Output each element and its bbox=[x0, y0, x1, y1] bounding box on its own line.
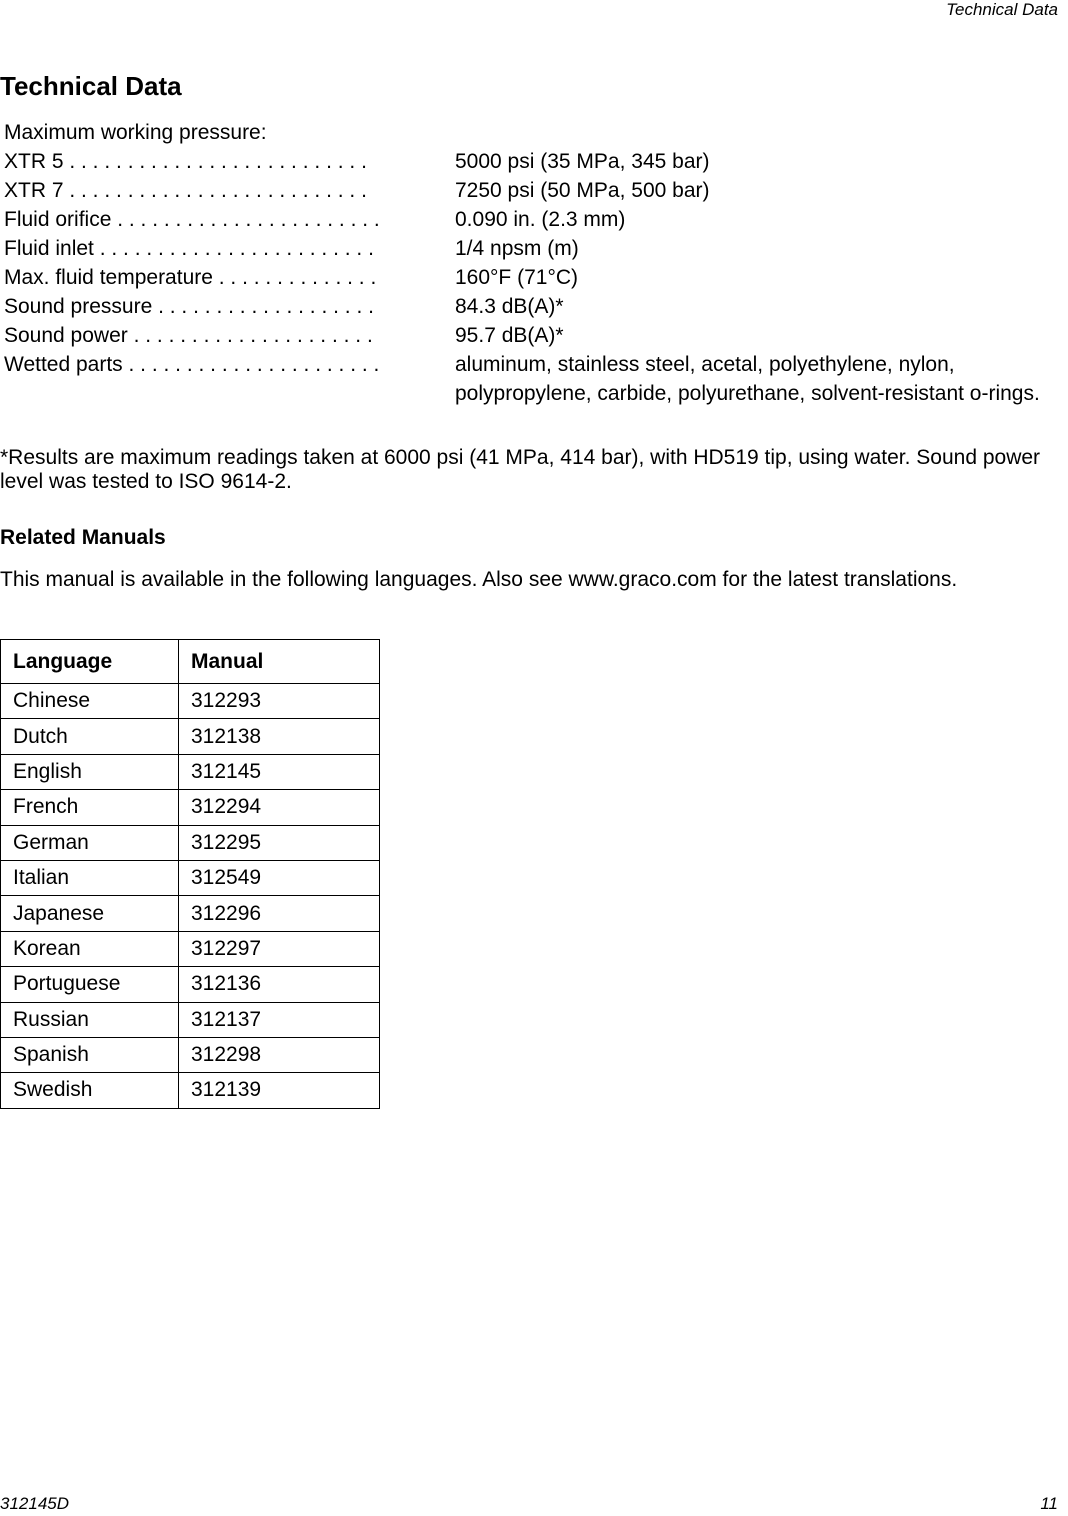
table-row bbox=[1, 1037, 380, 1072]
language-cell: Korean bbox=[1, 931, 179, 966]
spec-heading: Maximum working pressure: bbox=[4, 121, 267, 144]
spec-row bbox=[4, 205, 1064, 234]
manual-cell: 312298 bbox=[179, 1037, 380, 1072]
spec-value: 0.090 in. (2.3 mm) bbox=[455, 208, 626, 231]
language-cell: English bbox=[1, 754, 179, 789]
language-cell: Italian bbox=[1, 860, 179, 895]
manual-cell: 312294 bbox=[179, 790, 380, 825]
language-cell: German bbox=[1, 825, 179, 860]
language-cell: French bbox=[1, 790, 179, 825]
table-row bbox=[1, 684, 380, 719]
spec-value: 84.3 dB(A)* bbox=[455, 295, 564, 318]
spec-label: Fluid inlet . . . . . . . . . . . . . . . . . . . . . . . . bbox=[4, 237, 374, 260]
language-cell: Chinese bbox=[1, 684, 179, 719]
spec-row bbox=[4, 292, 1064, 321]
table-row bbox=[1, 790, 380, 825]
table-row bbox=[1, 896, 380, 931]
spec-value: aluminum, stainless steel, acetal, polyethylene, nylon, polypropylene, carbide, polyurethane, solvent-resistant o-rings. bbox=[455, 353, 1040, 405]
column-header-manual: Manual bbox=[179, 640, 380, 684]
page-title: Technical Data bbox=[0, 71, 182, 101]
column-header-language: Language bbox=[1, 640, 179, 684]
spec-label: XTR 5 . . . . . . . . . . . . . . . . . . . . . . . . . . bbox=[4, 150, 367, 173]
spec-label: Max. fluid temperature . . . . . . . . . . . . . . bbox=[4, 266, 377, 289]
related-manuals-intro: This manual is available in the following languages. Also see www.graco.com for the latest translations. bbox=[0, 568, 958, 591]
manual-cell: 312145 bbox=[179, 754, 380, 789]
spec-row bbox=[4, 263, 1064, 292]
section-title-related-manuals: Related Manuals bbox=[0, 526, 166, 549]
page-number: 11 bbox=[1040, 1494, 1058, 1513]
manual-cell: 312137 bbox=[179, 1002, 380, 1037]
manual-cell: 312549 bbox=[179, 860, 380, 895]
manual-cell: 312296 bbox=[179, 896, 380, 931]
table-row bbox=[1, 860, 380, 895]
spec-label: XTR 7 . . . . . . . . . . . . . . . . . . . . . . . . . . bbox=[4, 179, 367, 202]
spec-row bbox=[4, 234, 1064, 263]
spec-row bbox=[4, 176, 1064, 205]
spec-value: 5000 psi (35 MPa, 345 bar) bbox=[455, 150, 710, 173]
spec-list bbox=[4, 118, 1064, 408]
manual-cell: 312139 bbox=[179, 1073, 380, 1108]
table-header-row bbox=[1, 640, 380, 684]
spec-value: 95.7 dB(A)* bbox=[455, 324, 564, 347]
spec-value: 160°F (71°C) bbox=[455, 266, 579, 289]
spec-value: 7250 psi (50 MPa, 500 bar) bbox=[455, 179, 710, 202]
table-row bbox=[1, 1073, 380, 1108]
spec-value: 1/4 npsm (m) bbox=[455, 237, 579, 260]
manual-cell: 312293 bbox=[179, 684, 380, 719]
table-row bbox=[1, 967, 380, 1002]
spec-footnote: *Results are maximum readings taken at 6000 psi (41 MPa, 414 bar), with HD519 tip, using water. Sound power level was tested to ISO 9614-2. bbox=[0, 446, 1041, 493]
document-number: 312145D bbox=[0, 1494, 70, 1513]
table-row bbox=[1, 754, 380, 789]
spec-label: Sound pressure . . . . . . . . . . . . . . . . . . . bbox=[4, 295, 374, 318]
table-row bbox=[1, 1002, 380, 1037]
manual-cell: 312136 bbox=[179, 967, 380, 1002]
table-row bbox=[1, 719, 380, 754]
spec-label: Sound power . . . . . . . . . . . . . . . . . . . . . bbox=[4, 324, 373, 347]
language-cell: Swedish bbox=[1, 1073, 179, 1108]
table-row bbox=[1, 931, 380, 966]
language-cell: Russian bbox=[1, 1002, 179, 1037]
manual-cell: 312297 bbox=[179, 931, 380, 966]
manual-cell: 312138 bbox=[179, 719, 380, 754]
spec-label: Wetted parts . . . . . . . . . . . . . . . . . . . . . . bbox=[4, 353, 380, 376]
language-cell: Spanish bbox=[1, 1037, 179, 1072]
language-cell: Japanese bbox=[1, 896, 179, 931]
spec-row bbox=[4, 350, 1064, 408]
manual-cell: 312295 bbox=[179, 825, 380, 860]
table-row bbox=[1, 825, 380, 860]
spec-row bbox=[4, 321, 1064, 350]
language-cell: Portuguese bbox=[1, 967, 179, 1002]
running-header: Technical Data bbox=[946, 0, 1058, 19]
language-cell: Dutch bbox=[1, 719, 179, 754]
spec-row bbox=[4, 147, 1064, 176]
spec-label: Fluid orifice . . . . . . . . . . . . . . . . . . . . . . . bbox=[4, 208, 380, 231]
manuals-table bbox=[0, 639, 380, 1109]
